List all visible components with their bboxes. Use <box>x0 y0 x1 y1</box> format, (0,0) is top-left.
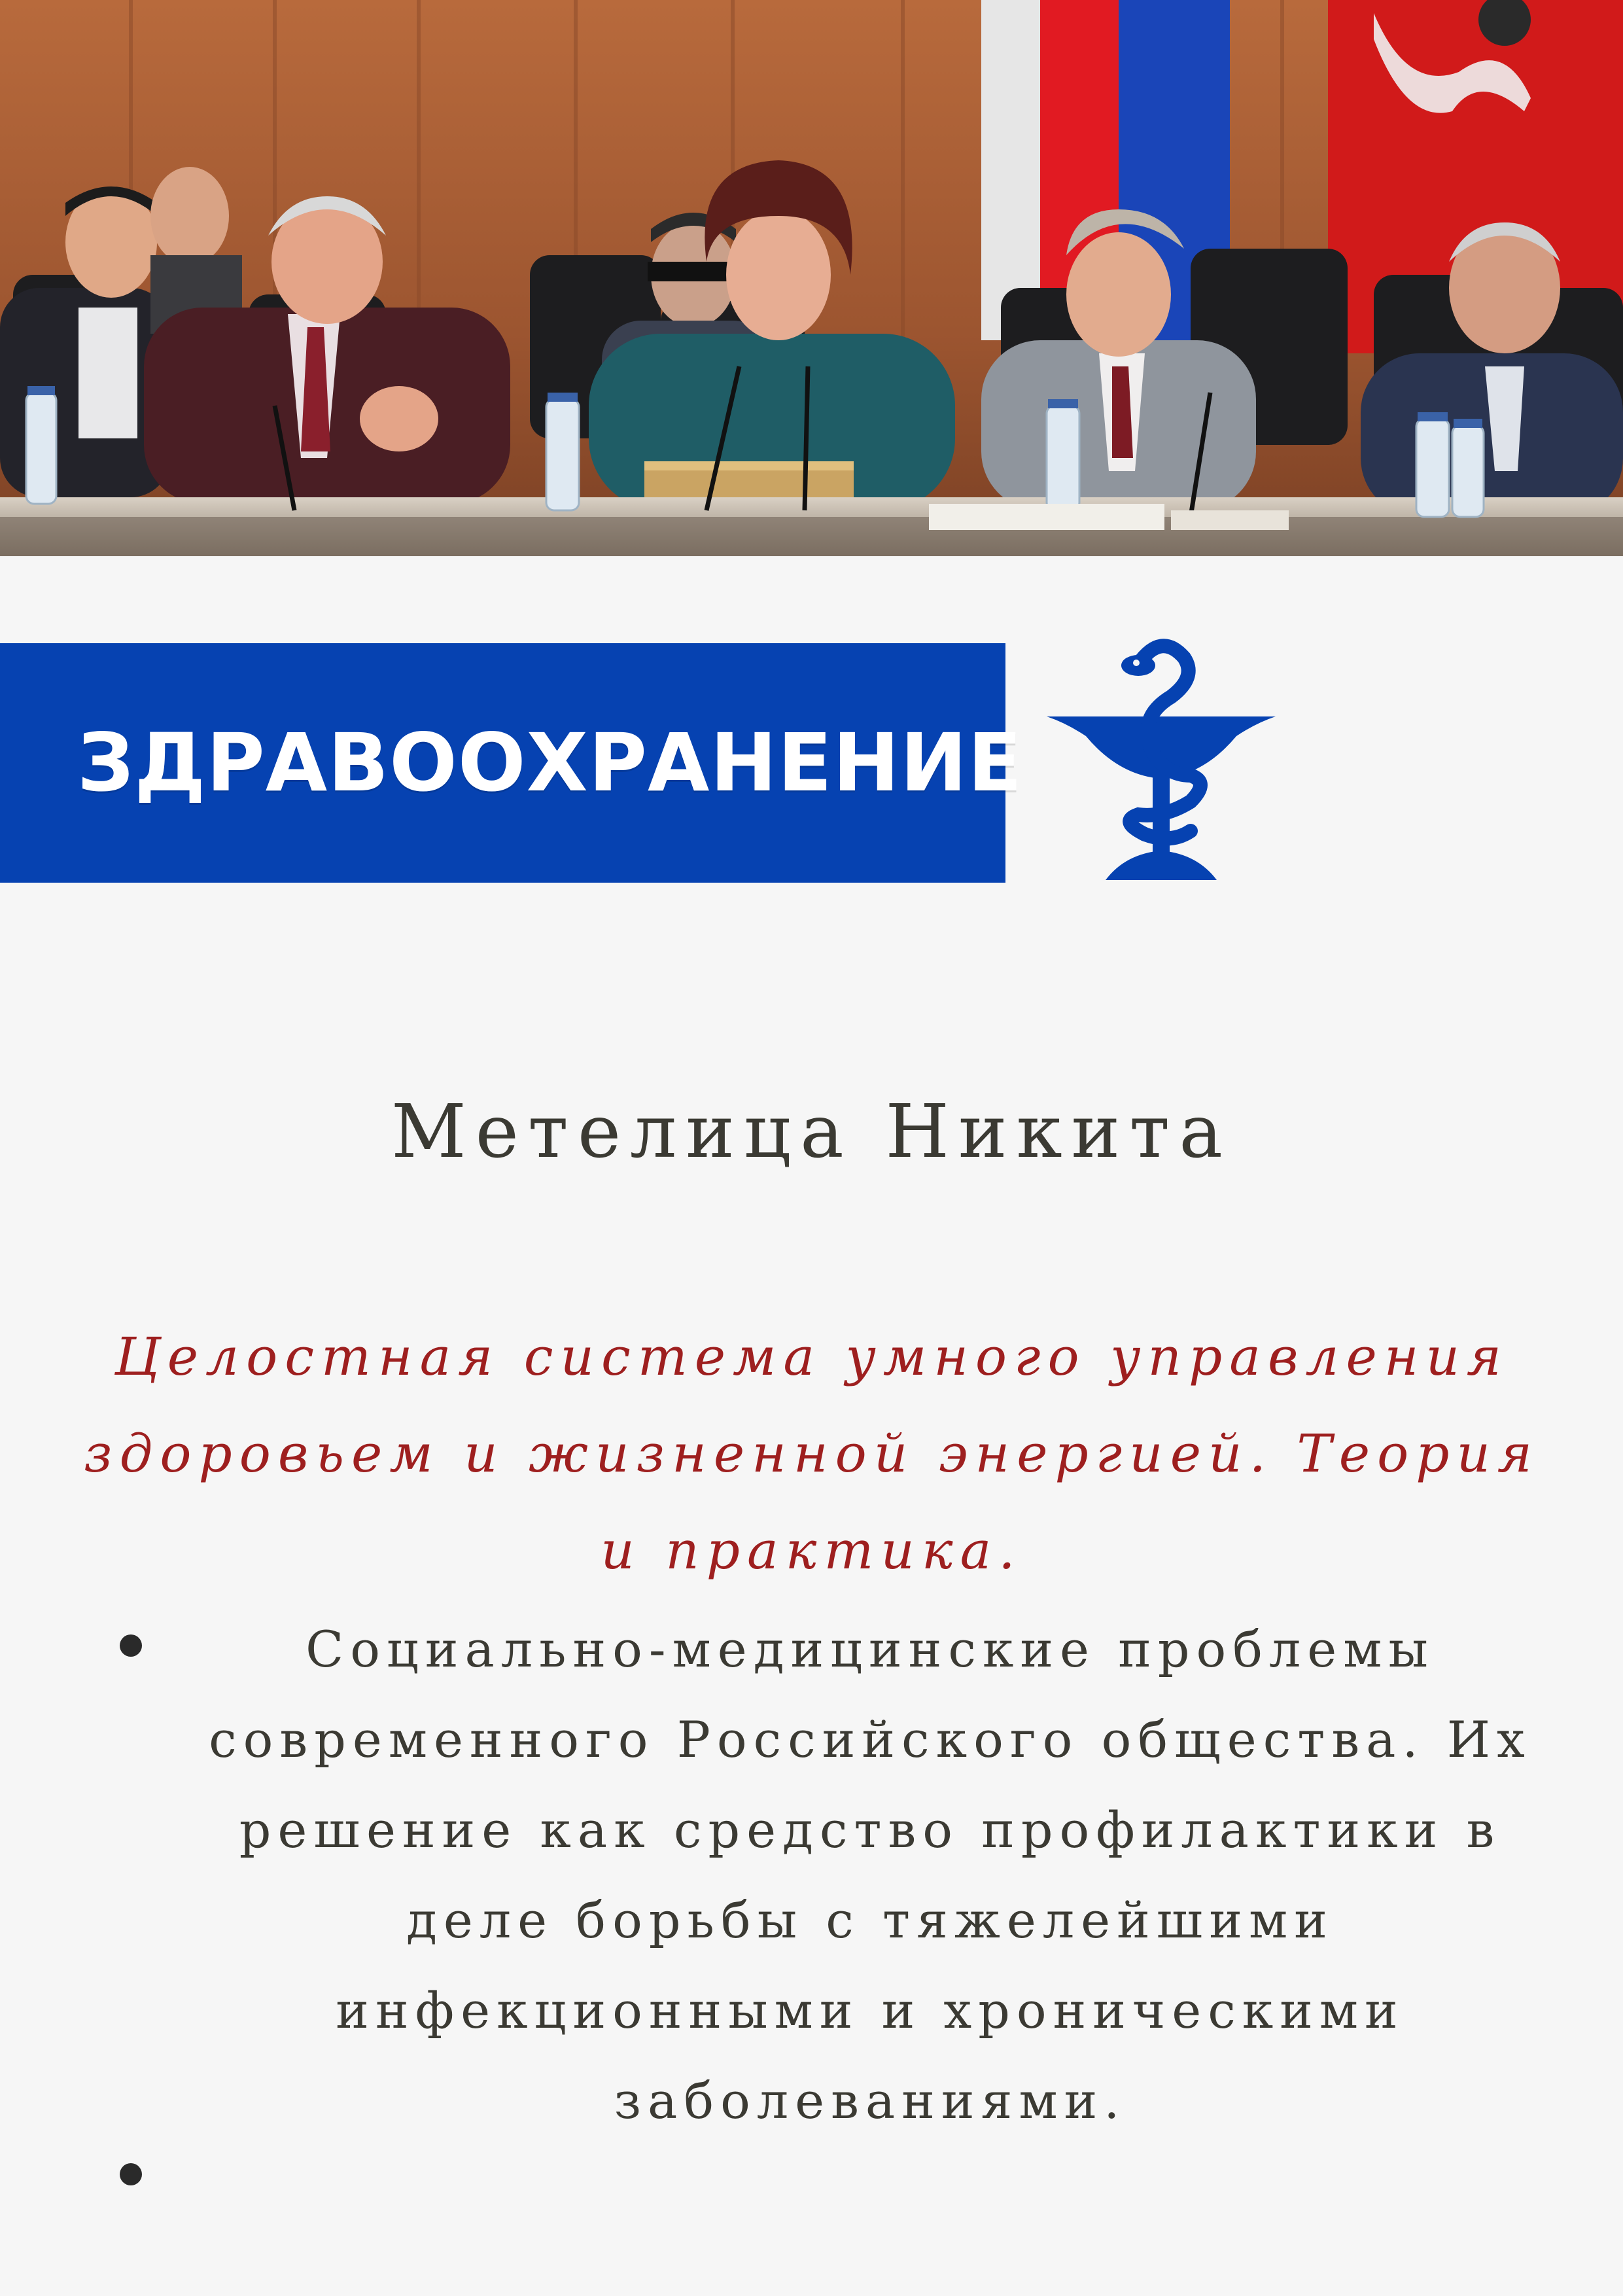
bullet-marker <box>120 2163 142 2185</box>
topic-title: Целостная система умного управления здоровьем и жизненной энергией. Теория и практика. <box>84 1326 1539 1581</box>
bullet-item: Социально-медицинские проблемы современного Российского общества. Их решение как средство профилактики в деле борьбы с тяжелейшими инфекционными и хроническими заболеваниями. <box>209 1620 1531 2130</box>
bowl-of-hygieia-icon <box>1040 625 1282 887</box>
bullet-marker <box>120 1634 142 1657</box>
category-banner <box>0 643 1023 883</box>
header-photo <box>0 0 1623 556</box>
author-name: Метелица Никита <box>391 1089 1232 1174</box>
category-title: ЗДРАВООХРАНЕНИЕ <box>77 716 1023 809</box>
